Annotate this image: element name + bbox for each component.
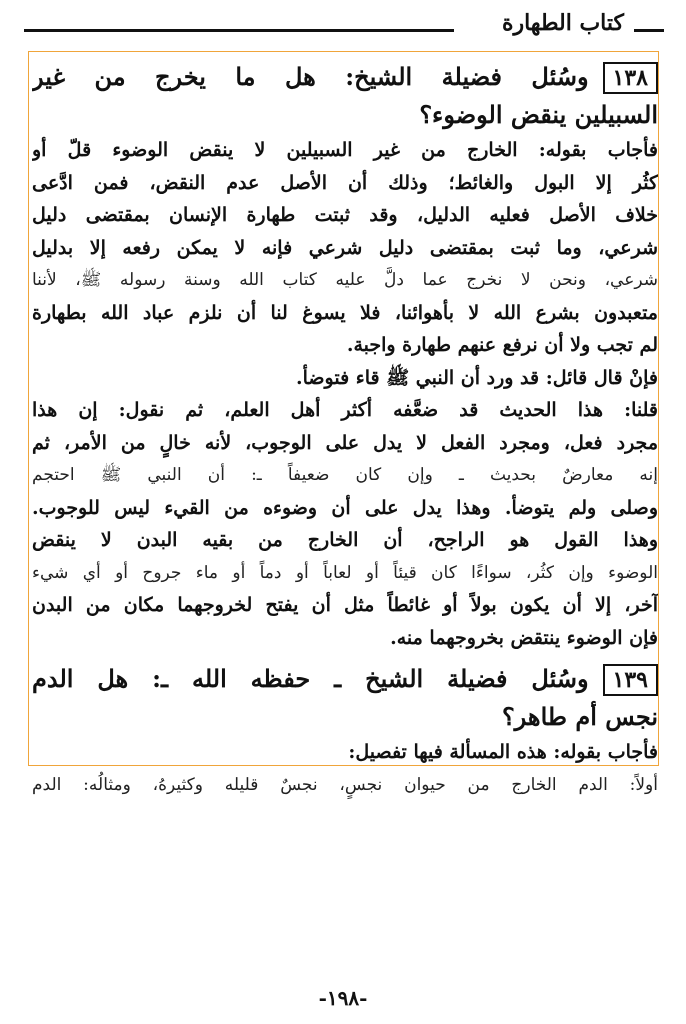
line-text: كثُر إلا البول والغائط؛ وذلك أن الأصل عدم النقض، فمن ادَّعى	[32, 171, 658, 194]
line-text: شرعي، وما ثبت بمقتضى دليل شرعي فإنه لا يمكن رفعه إلا بدليل	[32, 236, 658, 259]
line-text: خلاف الأصل فعليه الدليل، وقد ثبتت طهارة الإنسان بمقتضى دليل	[32, 204, 658, 226]
line-text: نجس أم طاهر؟	[501, 702, 658, 731]
chapter-title: كتاب الطهارة	[501, 10, 624, 36]
text-line	[32, 297, 658, 330]
question-number: ١٣٩	[603, 664, 658, 696]
text-line	[32, 96, 658, 134]
line-text: وسُئل فضيلة الشيخ: هل ما يخرج من غير	[32, 62, 589, 91]
text-line	[32, 459, 658, 492]
text-line	[32, 394, 658, 427]
text-line	[32, 557, 658, 590]
line-text: وسُئل فضيلة الشيخ ـ حفظه الله ـ: هل الدم	[32, 664, 589, 693]
text-line	[32, 134, 658, 167]
text-line	[32, 264, 658, 297]
line-text: لم تجب ولا أن نرفع عنهم طهارة واجبة.	[346, 334, 658, 356]
line-text: شرعي، ونحن لا نخرج عما دلَّ عليه كتاب الله وسنة رسوله ﷺ، لأننا	[32, 270, 658, 290]
line-text: الوضوء وإن كثُر، سواءًا كان قيئاً أو لعاباً أو دماً أو ماء جروح أو أي شيء	[32, 562, 658, 583]
text-line	[32, 622, 658, 655]
page-number: -١٩٨-	[318, 986, 368, 1010]
line-text: فأجاب بقوله: الخارج من غير السبيلين لا ينقض الوضوء قلّ أو	[32, 139, 658, 161]
line-text: وهذا القول هو الراجح، أن الخارج من بقيه البدن لا ينقض	[32, 529, 658, 551]
question-number: ١٣٨	[603, 62, 658, 94]
text-line	[32, 427, 658, 460]
text-line	[32, 698, 658, 736]
text-line	[32, 660, 658, 698]
line-text: مجرد فعل، ومجرد الفعل لا يدل على الوجوب، لأنه خالٍ من الأمر، ثم	[32, 431, 658, 454]
text-line	[32, 232, 658, 265]
text-line	[32, 589, 658, 622]
text-line	[32, 58, 658, 96]
text-line	[32, 329, 658, 362]
line-text: فأجاب بقوله: هذه المسألة فيها تفصيل:	[348, 741, 658, 763]
text-line	[32, 167, 658, 200]
line-text: السبيلين ينقض الوضوء؟	[419, 100, 658, 129]
line-text: فإنْ قال قائل: قد ورد أن النبي ﷺ قاء فتوضأ.	[296, 366, 658, 389]
line-text: وصلى ولم يتوضأ. وهذا يدل على أن وضوءه من القيء ليس للوجوب.	[32, 496, 658, 519]
line-text: إنه معارضٌ بحديث ـ وإن كان ضعيفاً ـ: أن النبي ﷺ احتجم	[32, 465, 658, 485]
page-body	[32, 58, 658, 801]
header-rule	[24, 29, 454, 32]
header-rule-short	[634, 29, 664, 32]
question-139	[32, 660, 658, 801]
line-text: متعبدون بشرع الله لا بأهوائنا، فلا يسوغ لنا أن نلزم عباد الله بطهارة	[32, 301, 658, 324]
question-138	[32, 58, 658, 654]
text-line	[32, 362, 658, 395]
text-line	[32, 736, 658, 769]
text-line	[32, 769, 658, 802]
text-line	[32, 199, 658, 232]
line-text: أولاً: الدم الخارج من حيوان نجسٍ، نجسٌ قليله وكثيرهُ، ومثالُه: الدم	[32, 774, 658, 795]
page-header	[24, 10, 664, 44]
line-text: آخر، إلا أن يكون بولاً أو غائطاً مثل أن يفتح لخروجهما مكان من البدن	[32, 594, 658, 616]
line-text: فإن الوضوء ينتقض بخروجهما منه.	[390, 626, 658, 649]
text-line	[32, 492, 658, 525]
text-line	[32, 524, 658, 557]
line-text: قلنا: هذا الحديث قد ضعَّفه أكثر أهل العلم، ثم نقول: إن هذا	[32, 399, 658, 421]
